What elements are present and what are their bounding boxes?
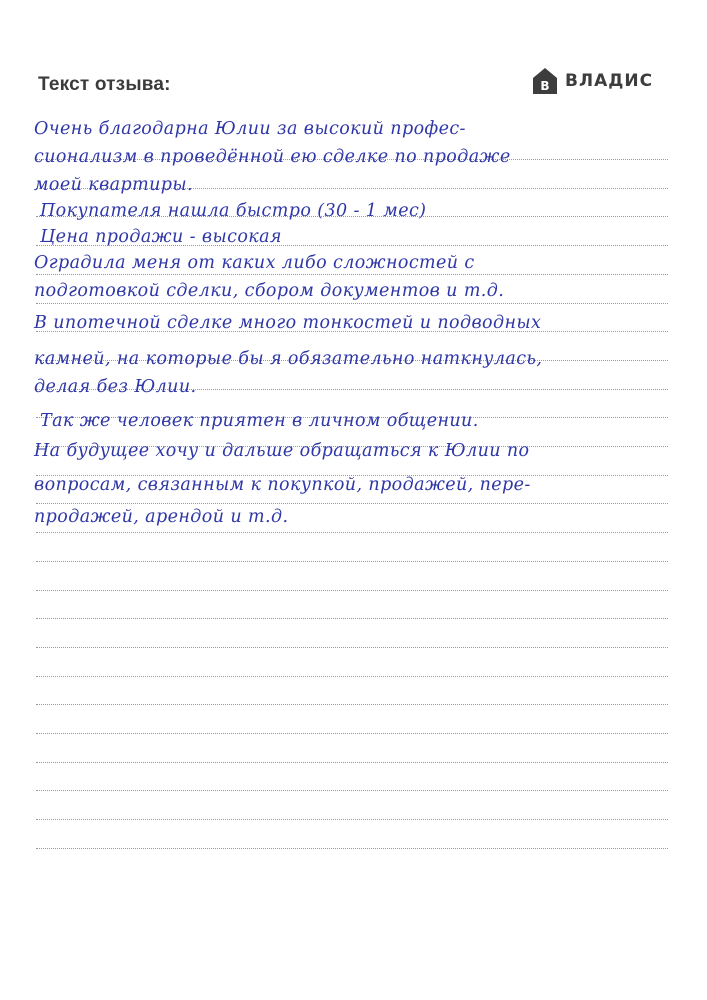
review-line: Покупателя нашла быстро (30 - 1 мес) [40,201,427,221]
form-title: Текст отзыва: [38,74,171,95]
logo-mark-letter: В [540,79,550,93]
ruled-line [36,704,668,705]
review-line: сионализм в проведённой ею сделке по продаже [34,147,511,167]
review-line: Очень благодарна Юлии за высокий профес- [34,119,466,139]
review-line: Цена продажи - высокая [40,227,282,247]
review-line: делая без Юлии. [34,377,197,397]
review-line: моей квартиры. [34,175,193,195]
ruled-line [36,733,668,734]
review-line: Оградила меня от каких либо сложностей с [34,253,475,273]
ruled-line [36,762,668,763]
review-line: камней, на которые бы я обязательно наткнулась, [34,349,543,369]
ruled-line [36,532,668,533]
ruled-line [36,819,668,820]
ruled-line [36,303,668,304]
review-line: В ипотечной сделке много тонкостей и подводных [34,313,542,333]
ruled-line [36,590,668,591]
review-line: Так же человек приятен в личном общении. [40,411,479,431]
ruled-line [36,848,668,849]
ruled-line [36,618,668,619]
review-line: На будущее хочу и дальше обращаться к Юлии по [34,441,530,461]
logo-text: ВЛАДИС [565,71,654,91]
ruled-line [36,503,668,504]
review-line: вопросам, связанным к покупкой, продажей, пере- [34,475,531,495]
ruled-line [36,676,668,677]
ruled-line [36,561,668,562]
ruled-line [36,790,668,791]
ruled-line [36,647,668,648]
review-line: продажей, арендой и т.д. [34,507,289,527]
review-line: подготовкой сделки, сбором документов и т.д. [34,281,505,301]
